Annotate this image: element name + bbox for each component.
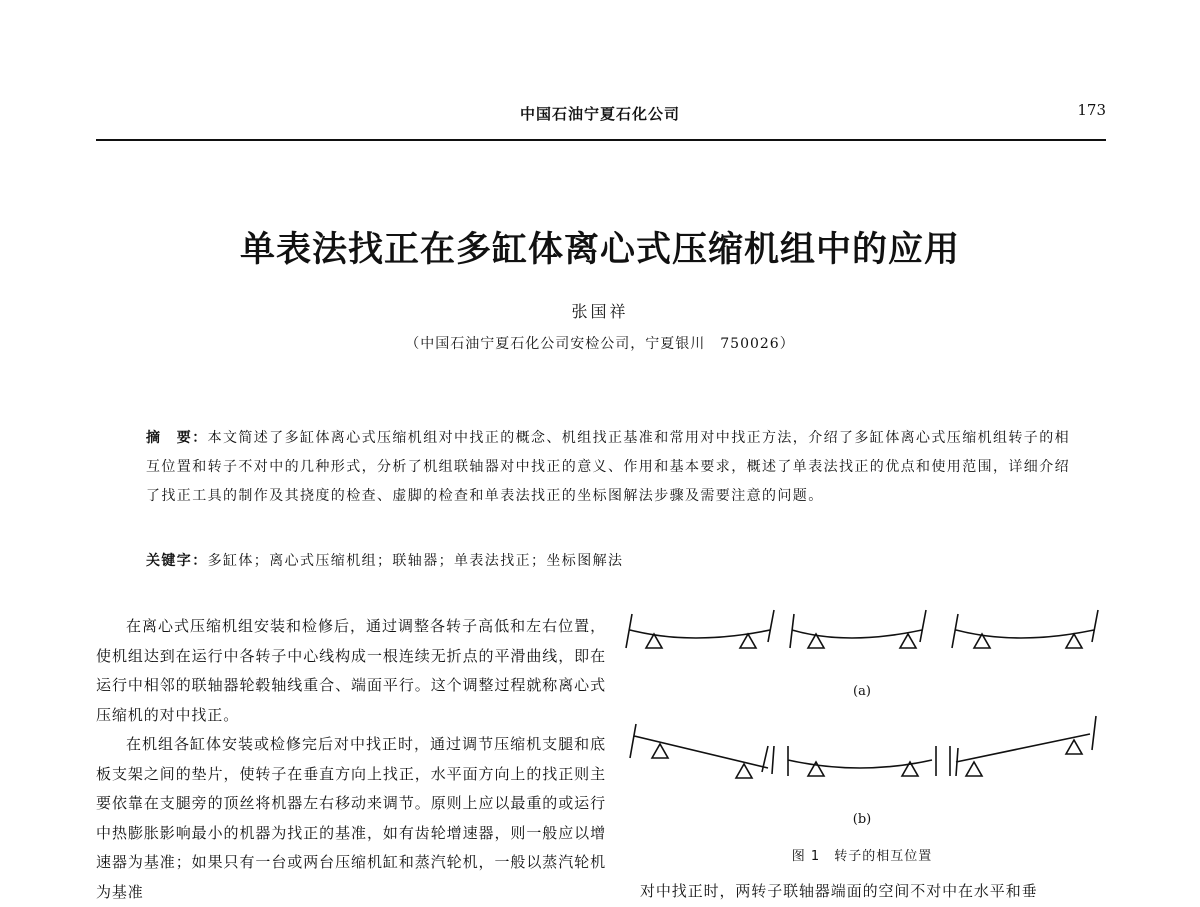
keywords-label: 关键字： bbox=[146, 553, 208, 569]
bearing-a2-right bbox=[900, 634, 916, 648]
figure-label-a: (a) bbox=[853, 684, 871, 699]
header-rule bbox=[96, 139, 1106, 141]
page-number: 173 bbox=[1077, 101, 1106, 119]
bearing-b3-left bbox=[966, 762, 982, 776]
bearing-a3-right bbox=[1066, 634, 1082, 648]
figure-a-rotor-diagram bbox=[626, 610, 1098, 648]
figure-b-rotor-diagram bbox=[630, 716, 1096, 778]
keywords-text: 多缸体；离心式压缩机组；联轴器；单表法找正；坐标图解法 bbox=[207, 553, 624, 569]
keywords bbox=[146, 550, 1076, 570]
bearing-a1-right bbox=[740, 634, 756, 648]
abstract-text: 本文简述了多缸体离心式压缩机组对中找正的概念、机组找正基准和常用对中找正方法，介绍了多缸体离心式压缩机组转子的相互位置和转子不对中的几种形式，分析了机组联轴器对中找正的意义、作用和基本要求，概述了单表法找正的优点和使用范围，详细介绍了找正工具的制作及其挠度的检查、虚脚的检查和单表法找正的坐标图解法步骤及需要注意的问题。 bbox=[146, 430, 1071, 504]
body-left-column bbox=[96, 612, 606, 907]
body-paragraph-1: 在离心式压缩机组安装和检修后，通过调整各转子高低和左右位置，使机组达到在运行中各转子中心线构成一根连续无折点的平滑曲线，即在运行中相邻的联轴器轮毂轴线重合、端面平行。这个调整过程就称离心式压缩机的对中找正。 bbox=[96, 617, 606, 724]
abstract-label: 摘 要： bbox=[146, 430, 208, 446]
bearing-b1-left bbox=[652, 744, 668, 758]
running-header-organization: 中国石油宁夏石化公司 bbox=[519, 105, 680, 123]
body-right-column-start: 对中找正时，两转子联轴器端面的空间不对中在水平和垂 bbox=[640, 882, 1038, 900]
rotor-a1 bbox=[626, 610, 774, 648]
author-affiliation: （中国石油宁夏石化公司安检公司，宁夏银川 750026） bbox=[405, 336, 795, 352]
rotor-b1 bbox=[630, 724, 774, 774]
rotor-a3 bbox=[952, 610, 1098, 648]
body-paragraph-2: 在机组各缸体安装或检修完后对中找正时，通过调节压缩机支腿和底板支架之间的垫片，使转子在垂直方向上找正，水平面方向上的找正则主要依靠在支腿旁的顶丝将机器左右移动来调节。原则上应以最重的或运行中热膨胀影响最小的机器为找正的基准，如有齿轮增速器，则一般应以增速器为基准；如果只有一台或两台压缩机缸和蒸汽轮机，一般以蒸汽轮机为基准 bbox=[96, 735, 606, 901]
author-name: 张国祥 bbox=[571, 302, 629, 321]
article-title: 单表法找正在多缸体离心式压缩机组中的应用 bbox=[239, 229, 960, 270]
figure-caption: 图 1 转子的相互位置 bbox=[791, 849, 933, 864]
bearing-b3-right bbox=[1066, 740, 1082, 754]
rotor-position-figure bbox=[622, 600, 1102, 870]
bearing-b1-right bbox=[736, 764, 752, 778]
figure-label-b: (b) bbox=[852, 812, 872, 827]
abstract bbox=[146, 424, 1076, 511]
